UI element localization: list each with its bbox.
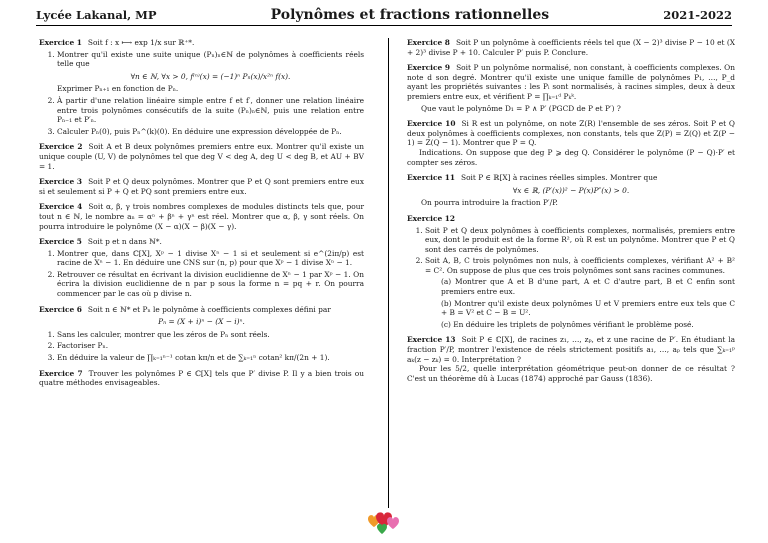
exercise-note: Exprimer Pₙ₊₁ en fonction de Pₙ.: [57, 84, 179, 94]
exercise-label: Exercice 13: [407, 335, 456, 345]
exercise-item: 2. À partir d'une relation linéaire simple entre f et f′, donner une relation linéaire entre trois polynômes consécutifs de la suite (Pₙ)ₙ∈ℕ, puis une relation entre Pₙ₋₁ et P′ₙ.: [57, 96, 364, 125]
exercise-formula: Pₙ = (X + i)ⁿ − (X − i)ⁿ.: [158, 317, 245, 327]
exercise-8: [407, 38, 735, 57]
exercise-item: 3. Calculer Pₙ(0), puis Pₙ^(k)(0). En déduire une expression développée de Pₙ.: [57, 127, 364, 137]
exercise-5: [39, 237, 364, 299]
exercise-item: 2. Factoriser Pₙ.: [57, 341, 364, 351]
hearts-logo-icon: [364, 508, 404, 536]
exercise-label: Exercice 6: [39, 304, 82, 314]
exercise-label: Exercice 2: [39, 142, 83, 152]
exercise-item: 1. Montrer que, dans ℂ[X], Xᵖ − 1 divise Xⁿ − 1 si et seulement si e^(2iπ/p) est racine de Xⁿ − 1. En déduire une CNS sur (n, p) pour que Xᵖ − 1 divise Xⁿ − 1.: [57, 249, 364, 268]
exercise-item: 2. Retrouver ce résultat en écrivant la division euclidienne de Xⁿ − 1 par Xᵖ − 1. On écrira la division euclidienne de n par p sous la forme n = pq + r. On pourra commencer par le cas où p divise n.: [57, 270, 364, 299]
exercise-6: [39, 305, 364, 363]
exercise-7: [39, 369, 364, 388]
exercise-intro: Soit P ∈ ℂ[X], de racines z₁, …, zₚ, et z une racine de P′. En étudiant la fraction P′/P, montrer l'existence de réels strictement positifs a₁, …, aₚ tels que ∑ₖ₌₁ᵖ aₖ(z − zₖ) = 0. Interprétation ?: [407, 335, 735, 364]
exercise-item: 3. En déduire la valeur de ∏ₖ₌₁ⁿ⁻¹ cotan kπ/n et de ∑ₖ₌₁ⁿ cotan² kπ/(2n + 1).: [57, 353, 364, 363]
right-column: [407, 38, 735, 389]
exercise-10: [407, 119, 735, 167]
exercise-intro: Soit p et n dans ℕ*.: [87, 237, 162, 247]
exercise-label: Exercice 9: [407, 63, 451, 73]
exercise-intro: Trouver les polynômes P ∈ ℂ[X] tels que P′ divise P. Il y a bien trois ou quatre méthodes envisageables.: [39, 368, 364, 388]
exercise-intro: Soit P ∈ ℝ[X] à racines réelles simples. Montrer que: [461, 173, 658, 183]
exercise-item: 1. Sans les calculer, montrer que les zéros de Pₙ sont réels.: [57, 330, 364, 340]
exercise-note: Pour les 5/2, quelle interprétation géométrique peut-on donner de ce résultat ? C'est un théorème dû à Lucas (1874) approché par Gauss (1836).: [407, 364, 735, 383]
exercise-intro: Soit α, β, γ trois nombres complexes de modules distincts tels que, pour tout n ∈ ℕ, le nombre aₙ = αⁿ + βⁿ + γⁿ est réel. Montrer que α, β, γ sont réels. On pourra introduire le polynôme (X − α)(X − β)(X − γ).: [39, 202, 364, 231]
page-title: Polynômes et fractions rationnelles: [270, 7, 550, 23]
exercise-label: Exercice 4: [39, 202, 83, 212]
exercise-13: [407, 335, 735, 383]
exercise-4: [39, 202, 364, 231]
header-rule: [36, 25, 732, 26]
exercise-1: [39, 38, 364, 136]
exercise-subitem: (a) Montrer que A et B d'une part, A et C d'autre part, B et C enfin sont premiers entre eux.: [441, 277, 735, 297]
exercise-intro: Soit f : x ⟼ exp 1/x sur ℝ⁺*.: [87, 38, 195, 47]
exercise-subitem: (c) En déduire les triplets de polynômes vérifiant le problème posé.: [441, 319, 694, 329]
left-column: [39, 38, 364, 394]
exercise-formula: ∀x ∈ ℝ, (P′(x))² − P(x)P″(x) > 0.: [512, 185, 630, 195]
exercise-note: On pourra introduire la fraction P′/P.: [421, 198, 558, 208]
school-year: 2021-2022: [663, 8, 732, 22]
exercise-label: Exercice 5: [39, 237, 82, 247]
exercise-12: [407, 214, 735, 330]
exercise-item: 1. Montrer qu'il existe une suite unique (Pₙ)ₙ∈ℕ de polynômes à coefficients réels telle que ∀n ∈ ℕ, ∀x > 0, f⁽ⁿ⁾(x) = (−1)ⁿ Pₙ(x)/x²ⁿ f(x). Exprimer Pₙ₊₁ en fonction de Pₙ.: [57, 50, 364, 94]
exercise-label: Exercice 7: [39, 368, 83, 378]
exercise-3: [39, 177, 364, 196]
exercise-label: Exercice 12: [407, 213, 456, 223]
exercise-label: Exercice 8: [407, 38, 450, 47]
exercise-11: [407, 173, 735, 208]
exercise-item: 2. Soit A, B, C trois polynômes non nuls, à coefficients complexes, vérifiant A² + B² = C². On suppose de plus que ces trois polynômes sont sans racines communes. (a) Montrer que A et B d'une part, A et C d'autre part, B et C enfin sont premiers entre eux. (b) Montrer qu'il existe deux polynômes U et V premiers entre eux tels que C + B = V² et C − B = U². (c) En déduire les triplets de polynômes vérifiant le problème posé.: [425, 256, 735, 329]
exercise-label: Exercice 1: [39, 38, 82, 47]
exercise-2: [39, 142, 364, 171]
page-header: [36, 6, 732, 24]
exercise-note: Indications. On suppose que deg P ⩾ deg Q. Considérer le polynôme (P − Q)·P′ et compter ses zéros.: [407, 147, 735, 167]
exercise-intro: Soit P un polynôme normalisé, non constant, à coefficients complexes. On note d son degré. Montrer qu'il existe une unique famille de polynômes P₁, …, P_d ayant les propriétés suivantes : les Pᵢ sont normalisés, à racines simples, deux à deux premiers entre eux, et vérifient P = ∏ₖ₌₁ᵈ Pₖᵏ.: [407, 63, 735, 101]
exercise-intro: Soit n ∈ ℕ* et Pₙ le polynôme à coefficients complexes défini par: [87, 304, 331, 314]
exercise-label: Exercice 3: [39, 177, 83, 187]
exercise-formula: ∀n ∈ ℕ, ∀x > 0, f⁽ⁿ⁾(x) = (−1)ⁿ Pₙ(x)/x²ⁿ f(x).: [130, 71, 291, 81]
exercise-intro: Soit A et B deux polynômes premiers entre eux. Montrer qu'il existe un unique couple (U, V) de polynômes tel que deg V < deg A, deg U < deg B, et AU + BV = 1.: [39, 142, 364, 171]
exercise-note: Que vaut le polynôme D₁ = P ∧ P′ (PGCD de P et P′) ?: [421, 103, 621, 113]
school-name: Lycée Lakanal, MP: [36, 8, 157, 22]
exercise-intro: Soit P et Q deux polynômes. Montrer que P et Q sont premiers entre eux si et seulement si P + Q et PQ sont premiers entre eux.: [39, 177, 364, 196]
column-divider: [388, 38, 389, 508]
exercise-item: 1. Soit P et Q deux polynômes à coefficients complexes, normalisés, premiers entre eux, dont le produit est de la forme R², où R est un polynôme. Montrer que P et Q sont des carrés de polynômes.: [425, 226, 735, 255]
exercise-intro: Soit P un polynôme à coefficients réels tel que (X − 2)³ divise P − 10 et (X + 2)³ divise P + 10. Calculer P′ puis P. Conclure.: [407, 38, 735, 57]
exercise-label: Exercice 10: [407, 119, 456, 129]
exercise-label: Exercice 11: [407, 173, 456, 183]
exercise-subitem: (b) Montrer qu'il existe deux polynômes U et V premiers entre eux tels que C + B = V² et C − B = U².: [441, 298, 735, 318]
exercise-9: [407, 63, 735, 113]
exercise-intro: Si R est un polynôme, on note Z(R) l'ensemble de ses zéros. Soit P et Q deux polynômes à coefficients complexes, non constants, tels que Z(P) = Z(Q) et Z(P − 1) = Z(Q − 1). Montrer que P = Q.: [407, 119, 735, 148]
